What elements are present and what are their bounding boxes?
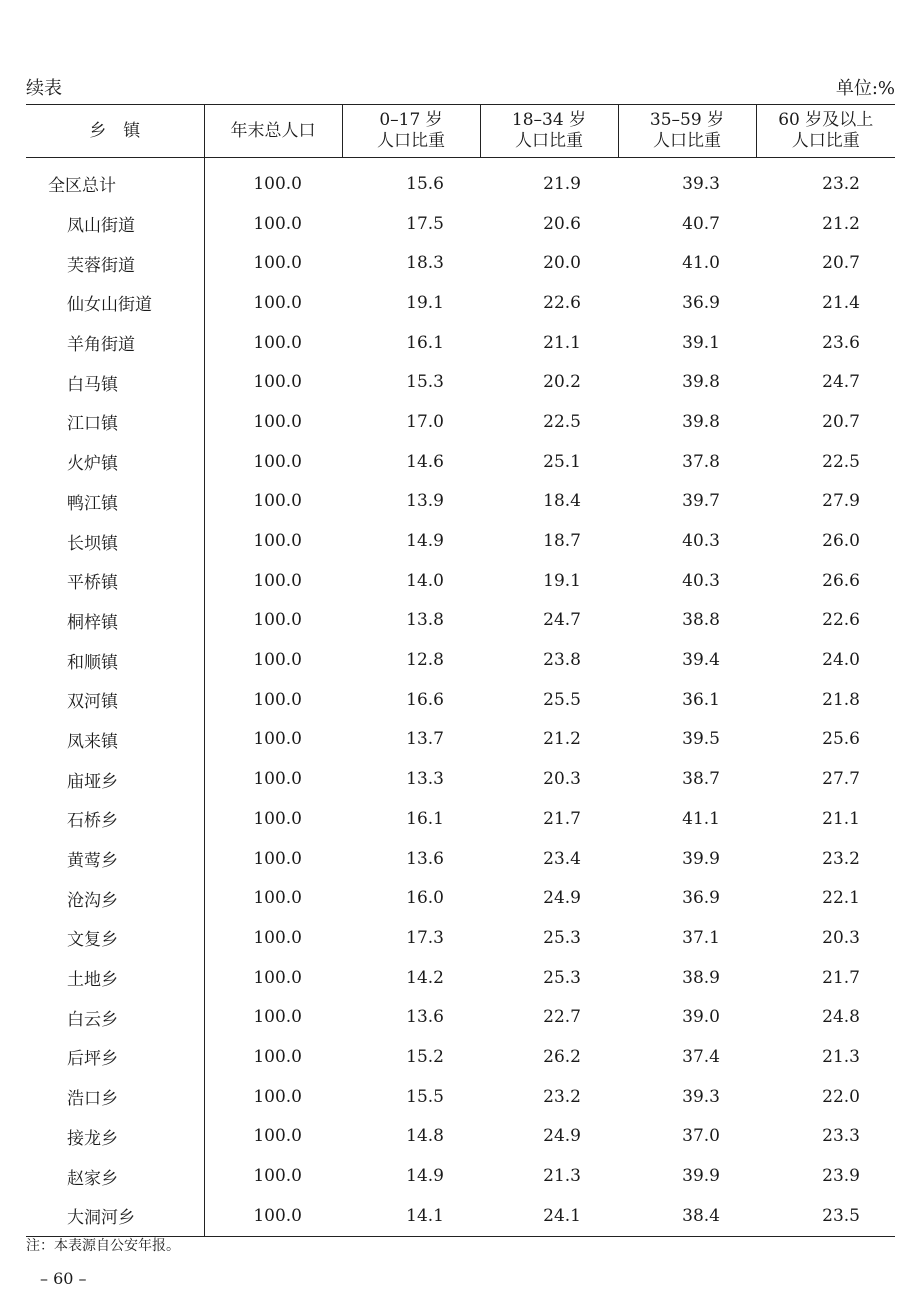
column-header-line: 0–17 岁 (379, 110, 443, 130)
township-name-cell: 芙蓉街道 (26, 243, 204, 283)
value-cell: 15.2 (406, 1046, 444, 1067)
value-cell: 22.1 (822, 888, 860, 909)
value-cell: 20.6 (543, 213, 581, 234)
value-cell: 21.7 (543, 808, 581, 829)
value-cell: 21.1 (822, 808, 860, 829)
table-row (26, 442, 895, 482)
value-cell: 37.1 (682, 927, 720, 948)
value-cell: 100.0 (253, 1007, 302, 1028)
township-name-cell: 浩口乡 (26, 1077, 204, 1117)
value-cell: 100.0 (253, 689, 302, 710)
value-cell: 39.9 (682, 1166, 720, 1187)
value-cell: 39.5 (682, 729, 720, 750)
unit-label: 单位:% (835, 78, 895, 99)
value-cell: 20.3 (543, 769, 581, 790)
value-cell: 39.0 (682, 1007, 720, 1028)
header-row (26, 105, 895, 158)
township-name-cell: 庙垭乡 (26, 759, 204, 799)
value-cell: 21.3 (543, 1166, 581, 1187)
township-name-cell: 长坝镇 (26, 521, 204, 561)
value-cell: 38.9 (682, 967, 720, 988)
value-cell: 100.0 (253, 967, 302, 988)
value-cell: 36.9 (682, 292, 720, 313)
value-cell: 17.5 (406, 213, 444, 234)
value-cell: 100.0 (253, 451, 302, 472)
value-cell: 24.7 (822, 372, 860, 393)
value-cell: 14.9 (406, 531, 444, 552)
township-name-cell: 大洞河乡 (26, 1196, 204, 1236)
table-body (26, 158, 895, 1237)
value-cell: 19.1 (406, 292, 444, 313)
township-name-cell: 仙女山街道 (26, 283, 204, 323)
township-name-cell: 白云乡 (26, 997, 204, 1037)
value-cell: 100.0 (253, 332, 302, 353)
value-cell: 39.3 (682, 173, 720, 194)
value-cell: 15.6 (406, 173, 444, 194)
value-cell: 38.7 (682, 769, 720, 790)
value-cell: 21.7 (822, 967, 860, 988)
table-row (26, 1196, 895, 1236)
column-header-line: 年末总人口 (230, 120, 316, 141)
township-name-cell: 双河镇 (26, 680, 204, 720)
column-header (480, 105, 618, 158)
value-cell: 100.0 (253, 173, 302, 194)
value-cell: 20.0 (543, 253, 581, 274)
column-header-line: 18–34 岁 (511, 110, 587, 130)
value-cell: 27.9 (822, 491, 860, 512)
township-name-cell: 赵家乡 (26, 1156, 204, 1196)
column-header (756, 105, 895, 158)
value-cell: 100.0 (253, 1086, 302, 1107)
table-row (26, 283, 895, 323)
value-cell: 40.7 (682, 213, 720, 234)
value-cell: 14.0 (406, 570, 444, 591)
value-cell: 41.1 (682, 808, 720, 829)
value-cell: 24.0 (822, 650, 860, 671)
value-cell: 21.3 (822, 1046, 860, 1067)
value-cell: 24.9 (543, 1126, 581, 1147)
value-cell: 26.0 (822, 531, 860, 552)
value-cell: 39.8 (682, 372, 720, 393)
value-cell: 22.0 (822, 1086, 860, 1107)
column-header-line: 人口比重 (377, 131, 445, 151)
value-cell: 21.4 (822, 292, 860, 313)
value-cell: 17.3 (406, 927, 444, 948)
table-row (26, 158, 895, 204)
table-row (26, 561, 895, 601)
value-cell: 13.3 (406, 769, 444, 790)
table-row (26, 601, 895, 641)
value-cell: 14.1 (342, 1196, 480, 1236)
value-cell: 39.1 (682, 332, 720, 353)
table-row (26, 759, 895, 799)
value-cell: 12.8 (406, 650, 444, 671)
value-cell: 14.6 (406, 451, 444, 472)
table-row (26, 1156, 895, 1196)
value-cell: 41.0 (682, 253, 720, 274)
column-header-line: 乡 镇 (89, 120, 141, 141)
township-name-cell: 桐梓镇 (26, 601, 204, 641)
value-cell: 13.8 (406, 610, 444, 631)
table-row (26, 878, 895, 918)
value-cell: 100.0 (253, 213, 302, 234)
value-cell: 18.3 (406, 253, 444, 274)
source-note: 注：本表源自公安年报。 (26, 1238, 180, 1254)
value-cell: 23.2 (822, 848, 860, 869)
value-cell: 100.0 (253, 411, 302, 432)
value-cell: 21.2 (822, 213, 860, 234)
value-cell: 22.6 (543, 292, 581, 313)
table-row (26, 720, 895, 760)
value-cell: 22.5 (543, 411, 581, 432)
value-cell: 25.3 (543, 927, 581, 948)
township-name-cell: 火炉镇 (26, 442, 204, 482)
value-cell: 37.4 (682, 1046, 720, 1067)
table-row (26, 958, 895, 998)
value-cell: 100.0 (253, 491, 302, 512)
value-cell: 100.0 (253, 1126, 302, 1147)
table-row (26, 1037, 895, 1077)
table-row (26, 640, 895, 680)
township-name-cell: 接龙乡 (26, 1117, 204, 1157)
value-cell: 21.1 (543, 332, 581, 353)
value-cell: 23.2 (822, 173, 860, 194)
table-row (26, 918, 895, 958)
table-header (26, 105, 895, 158)
table-row (26, 1117, 895, 1157)
value-cell: 23.3 (822, 1126, 860, 1147)
township-name-cell: 全区总计 (26, 158, 204, 204)
value-cell: 13.7 (406, 729, 444, 750)
value-cell: 40.3 (682, 531, 720, 552)
value-cell: 18.4 (543, 491, 581, 512)
table-row (26, 997, 895, 1037)
column-header (26, 105, 204, 158)
value-cell: 38.8 (682, 610, 720, 631)
township-name-cell: 平桥镇 (26, 561, 204, 601)
value-cell: 17.0 (406, 411, 444, 432)
value-cell: 16.1 (406, 808, 444, 829)
table-row (26, 521, 895, 561)
table-row (26, 1077, 895, 1117)
table-row (26, 362, 895, 402)
value-cell: 23.8 (543, 650, 581, 671)
value-cell: 24.9 (543, 888, 581, 909)
column-header-line: 人口比重 (515, 131, 583, 151)
value-cell: 100.0 (253, 1166, 302, 1187)
township-name-cell: 江口镇 (26, 402, 204, 442)
value-cell: 100.0 (253, 372, 302, 393)
value-cell: 100.0 (253, 570, 302, 591)
value-cell: 100.0 (253, 808, 302, 829)
township-name-cell: 羊角街道 (26, 323, 204, 363)
value-cell: 100.0 (253, 848, 302, 869)
value-cell: 100.0 (253, 1046, 302, 1067)
value-cell: 13.6 (406, 848, 444, 869)
township-name-cell: 石桥乡 (26, 799, 204, 839)
value-cell: 20.3 (822, 927, 860, 948)
township-name-cell: 白马镇 (26, 362, 204, 402)
township-name-cell: 土地乡 (26, 958, 204, 998)
value-cell: 36.9 (682, 888, 720, 909)
value-cell: 22.6 (822, 610, 860, 631)
value-cell: 100.0 (253, 650, 302, 671)
value-cell: 24.1 (480, 1196, 618, 1236)
table-row (26, 482, 895, 522)
township-name-cell: 后坪乡 (26, 1037, 204, 1077)
value-cell: 21.2 (543, 729, 581, 750)
value-cell: 18.7 (543, 531, 581, 552)
column-header-line: 35–59 岁 (649, 110, 725, 130)
value-cell: 24.8 (822, 1007, 860, 1028)
value-cell: 20.7 (822, 411, 860, 432)
value-cell: 22.7 (543, 1007, 581, 1028)
value-cell: 39.9 (682, 848, 720, 869)
table-row (26, 839, 895, 879)
column-header-line: 人口比重 (653, 131, 721, 151)
population-age-table (26, 104, 895, 1237)
value-cell: 40.3 (682, 570, 720, 591)
value-cell: 39.8 (682, 411, 720, 432)
value-cell: 25.1 (543, 451, 581, 472)
value-cell: 25.5 (543, 689, 581, 710)
township-name-cell: 黄莺乡 (26, 839, 204, 879)
value-cell: 100.0 (253, 729, 302, 750)
column-header (342, 105, 480, 158)
value-cell: 22.5 (822, 451, 860, 472)
value-cell: 15.3 (406, 372, 444, 393)
value-cell: 14.8 (406, 1126, 444, 1147)
value-cell: 37.0 (682, 1126, 720, 1147)
table-row (26, 402, 895, 442)
value-cell: 24.7 (543, 610, 581, 631)
value-cell: 26.2 (543, 1046, 581, 1067)
value-cell: 37.8 (682, 451, 720, 472)
value-cell: 14.2 (406, 967, 444, 988)
value-cell: 39.3 (682, 1086, 720, 1107)
value-cell: 23.2 (543, 1086, 581, 1107)
column-header-line: 60 岁及以上 (778, 110, 874, 130)
value-cell: 16.0 (406, 888, 444, 909)
value-cell: 39.4 (682, 650, 720, 671)
value-cell: 13.6 (406, 1007, 444, 1028)
value-cell: 100.0 (253, 531, 302, 552)
value-cell: 20.7 (822, 253, 860, 274)
value-cell: 100.0 (253, 888, 302, 909)
value-cell: 14.9 (406, 1166, 444, 1187)
township-name-cell: 凤山街道 (26, 204, 204, 244)
value-cell: 21.8 (822, 689, 860, 710)
value-cell: 39.7 (682, 491, 720, 512)
value-cell: 100.0 (253, 253, 302, 274)
township-name-cell: 文复乡 (26, 918, 204, 958)
value-cell: 27.7 (822, 769, 860, 790)
value-cell: 100.0 (253, 610, 302, 631)
table-row (26, 204, 895, 244)
value-cell: 100.0 (253, 927, 302, 948)
table-row (26, 799, 895, 839)
column-header (618, 105, 756, 158)
value-cell: 26.6 (822, 570, 860, 591)
value-cell: 25.3 (543, 967, 581, 988)
table-row (26, 323, 895, 363)
value-cell: 16.1 (406, 332, 444, 353)
value-cell: 16.6 (406, 689, 444, 710)
table-row (26, 680, 895, 720)
value-cell: 23.9 (822, 1166, 860, 1187)
value-cell: 15.5 (406, 1086, 444, 1107)
township-name-cell: 沧沟乡 (26, 878, 204, 918)
value-cell: 25.6 (822, 729, 860, 750)
column-header-line: 人口比重 (791, 131, 860, 151)
value-cell: 36.1 (682, 689, 720, 710)
value-cell: 19.1 (543, 570, 581, 591)
value-cell: 20.2 (543, 372, 581, 393)
value-cell: 23.6 (822, 332, 860, 353)
value-cell: 23.4 (543, 848, 581, 869)
column-header (204, 105, 342, 158)
value-cell: 21.9 (543, 173, 581, 194)
township-name-cell: 鸭江镇 (26, 482, 204, 522)
table-row (26, 243, 895, 283)
value-cell: 23.5 (756, 1196, 895, 1236)
value-cell: 100.0 (204, 1196, 342, 1236)
value-cell: 100.0 (253, 769, 302, 790)
township-name-cell: 凤来镇 (26, 720, 204, 760)
value-cell: 13.9 (406, 491, 444, 512)
continued-table-label: 续表 (26, 78, 62, 99)
value-cell: 100.0 (253, 292, 302, 313)
township-name-cell: 和顺镇 (26, 640, 204, 680)
value-cell: 38.4 (618, 1196, 756, 1236)
page-number: – 60 – (40, 1269, 87, 1288)
